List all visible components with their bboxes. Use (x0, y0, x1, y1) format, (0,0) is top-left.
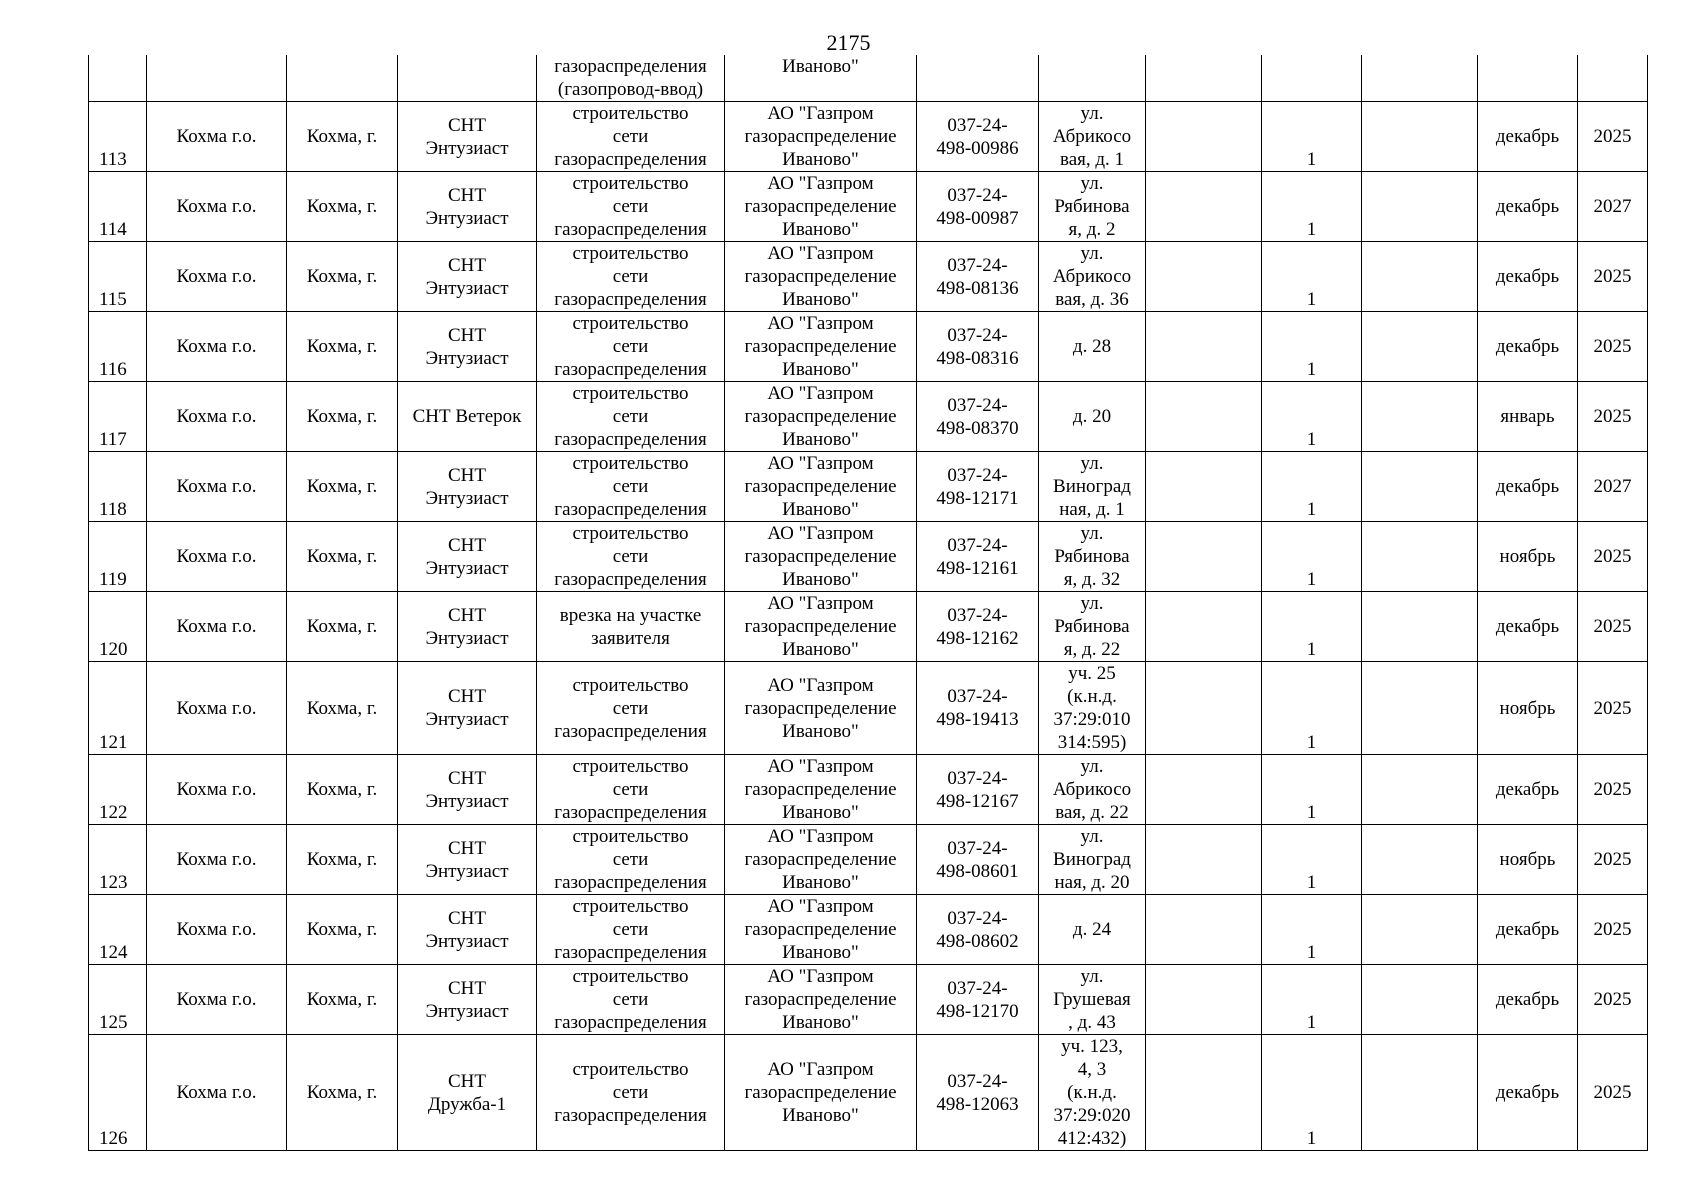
cell-empty-2 (1362, 592, 1478, 662)
cell-month: декабрь (1478, 1035, 1578, 1151)
table-row (89, 825, 1648, 895)
cell-empty-2 (1362, 452, 1478, 522)
cell-address: ул. Рябинова я, д. 22 (1039, 592, 1146, 662)
cell-empty-2 (1362, 172, 1478, 242)
cell-empty-1 (1146, 312, 1262, 382)
cell-address: д. 24 (1039, 895, 1146, 965)
cell-district: Кохма г.о. (147, 382, 287, 452)
cell-year: 2027 (1578, 172, 1648, 242)
cell-empty-1 (1146, 592, 1262, 662)
cell-work: строительство сети газораспределения (537, 172, 725, 242)
page-number: 2175 (826, 30, 871, 55)
cell-year: 2025 (1578, 755, 1648, 825)
cell-code: 037-24- 498-12161 (917, 522, 1039, 592)
cell-org: Иваново" (725, 55, 917, 102)
cell-year: 2025 (1578, 662, 1648, 755)
cell-month: декабрь (1478, 312, 1578, 382)
cell-empty-1 (1146, 172, 1262, 242)
cell-snt: СНТ Энтузиаст (398, 242, 537, 312)
cell-org: АО "Газпром газораспределение Иваново" (725, 965, 917, 1035)
cell-org: АО "Газпром газораспределение Иваново" (725, 662, 917, 755)
cell-address (1039, 55, 1146, 102)
cell-empty-2 (1362, 662, 1478, 755)
cell-num: 125 (89, 965, 147, 1035)
cell-month: декабрь (1478, 895, 1578, 965)
cell-org: АО "Газпром газораспределение Иваново" (725, 242, 917, 312)
cell-city: Кохма, г. (287, 172, 398, 242)
cell-city: Кохма, г. (287, 242, 398, 312)
cell-code: 037-24- 498-12167 (917, 755, 1039, 825)
cell-address: ул. Рябинова я, д. 32 (1039, 522, 1146, 592)
cell-work: строительство сети газораспределения (537, 1035, 725, 1151)
cell-qty: 1 (1262, 1035, 1362, 1151)
cell-empty-2 (1362, 965, 1478, 1035)
table-row (89, 1035, 1648, 1151)
cell-empty-2 (1362, 242, 1478, 312)
cell-district: Кохма г.о. (147, 1035, 287, 1151)
cell-qty: 1 (1262, 662, 1362, 755)
cell-qty: 1 (1262, 825, 1362, 895)
cell-qty: 1 (1262, 452, 1362, 522)
table-body (89, 55, 1648, 1151)
cell-snt: СНТ Дружба-1 (398, 1035, 537, 1151)
table-row (89, 102, 1648, 172)
cell-empty-1 (1146, 55, 1262, 102)
cell-district: Кохма г.о. (147, 172, 287, 242)
cell-empty-1 (1146, 382, 1262, 452)
cell-city: Кохма, г. (287, 825, 398, 895)
cell-address: д. 20 (1039, 382, 1146, 452)
cell-work: газораспределения (газопровод-ввод) (537, 55, 725, 102)
cell-empty-2 (1362, 312, 1478, 382)
cell-org: АО "Газпром газораспределение Иваново" (725, 102, 917, 172)
cell-year: 2025 (1578, 242, 1648, 312)
cell-city: Кохма, г. (287, 592, 398, 662)
cell-address: д. 28 (1039, 312, 1146, 382)
cell-work: строительство сети газораспределения (537, 382, 725, 452)
cell-work: строительство сети газораспределения (537, 522, 725, 592)
cell-num: 124 (89, 895, 147, 965)
cell-code: 037-24- 498-12162 (917, 592, 1039, 662)
cell-address: ул. Грушевая , д. 43 (1039, 965, 1146, 1035)
table-row (89, 452, 1648, 522)
cell-district: Кохма г.о. (147, 965, 287, 1035)
cell-address: ул. Виноград ная, д. 20 (1039, 825, 1146, 895)
cell-org: АО "Газпром газораспределение Иваново" (725, 172, 917, 242)
table-row (89, 382, 1648, 452)
cell-num: 123 (89, 825, 147, 895)
cell-month: декабрь (1478, 592, 1578, 662)
cell-city: Кохма, г. (287, 662, 398, 755)
cell-code: 037-24- 498-08370 (917, 382, 1039, 452)
cell-snt: СНТ Энтузиаст (398, 592, 537, 662)
cell-num: 115 (89, 242, 147, 312)
cell-snt: СНТ Энтузиаст (398, 522, 537, 592)
cell-snt: СНТ Энтузиаст (398, 662, 537, 755)
cell-district: Кохма г.о. (147, 102, 287, 172)
cell-work: строительство сети газораспределения (537, 242, 725, 312)
cell-code: 037-24- 498-08316 (917, 312, 1039, 382)
cell-district: Кохма г.о. (147, 522, 287, 592)
cell-code: 037-24- 498-12063 (917, 1035, 1039, 1151)
cell-code: 037-24- 498-00986 (917, 102, 1039, 172)
cell-org: АО "Газпром газораспределение Иваново" (725, 522, 917, 592)
cell-qty: 1 (1262, 102, 1362, 172)
cell-num: 118 (89, 452, 147, 522)
cell-empty-2 (1362, 825, 1478, 895)
cell-num: 126 (89, 1035, 147, 1151)
cell-district: Кохма г.о. (147, 895, 287, 965)
cell-address: ул. Абрикосо вая, д. 1 (1039, 102, 1146, 172)
cell-work: строительство сети газораспределения (537, 755, 725, 825)
cell-num: 119 (89, 522, 147, 592)
cell-district: Кохма г.о. (147, 592, 287, 662)
cell-city: Кохма, г. (287, 1035, 398, 1151)
cell-month: декабрь (1478, 242, 1578, 312)
cell-work: строительство сети газораспределения (537, 825, 725, 895)
cell-year: 2025 (1578, 592, 1648, 662)
cell-empty-1 (1146, 755, 1262, 825)
cell-address: ул. Абрикосо вая, д. 22 (1039, 755, 1146, 825)
table-row (89, 755, 1648, 825)
cell-address: ул. Рябинова я, д. 2 (1039, 172, 1146, 242)
cell-month: январь (1478, 382, 1578, 452)
cell-qty: 1 (1262, 592, 1362, 662)
cell-work: врезка на участке заявителя (537, 592, 725, 662)
cell-district: Кохма г.о. (147, 825, 287, 895)
cell-district: Кохма г.о. (147, 755, 287, 825)
cell-address: ул. Абрикосо вая, д. 36 (1039, 242, 1146, 312)
cell-empty-1 (1146, 825, 1262, 895)
cell-work: строительство сети газораспределения (537, 452, 725, 522)
cell-year (1578, 55, 1648, 102)
cell-snt: СНТ Энтузиаст (398, 172, 537, 242)
cell-work: строительство сети газораспределения (537, 662, 725, 755)
cell-qty: 1 (1262, 965, 1362, 1035)
cell-month: декабрь (1478, 102, 1578, 172)
cell-code: 037-24- 498-00987 (917, 172, 1039, 242)
cell-empty-2 (1362, 522, 1478, 592)
cell-year: 2025 (1578, 825, 1648, 895)
cell-address: уч. 123, 4, 3 (к.н.д. 37:29:020 412:432) (1039, 1035, 1146, 1151)
cell-month (1478, 55, 1578, 102)
cell-city: Кохма, г. (287, 452, 398, 522)
cell-qty: 1 (1262, 755, 1362, 825)
cell-num (89, 55, 147, 102)
cell-code: 037-24- 498-08602 (917, 895, 1039, 965)
cell-num: 113 (89, 102, 147, 172)
cell-snt: СНТ Энтузиаст (398, 825, 537, 895)
cell-work: строительство сети газораспределения (537, 312, 725, 382)
cell-org: АО "Газпром газораспределение Иваново" (725, 755, 917, 825)
cell-month: ноябрь (1478, 522, 1578, 592)
cell-year: 2025 (1578, 895, 1648, 965)
cell-district (147, 55, 287, 102)
cell-month: декабрь (1478, 755, 1578, 825)
cell-empty-2 (1362, 1035, 1478, 1151)
cell-num: 114 (89, 172, 147, 242)
cell-month: декабрь (1478, 965, 1578, 1035)
cell-org: АО "Газпром газораспределение Иваново" (725, 895, 917, 965)
cell-snt: СНТ Ветерок (398, 382, 537, 452)
cell-month: ноябрь (1478, 825, 1578, 895)
cell-qty: 1 (1262, 522, 1362, 592)
cell-code: 037-24- 498-08601 (917, 825, 1039, 895)
table-row (89, 172, 1648, 242)
cell-snt: СНТ Энтузиаст (398, 965, 537, 1035)
cell-empty-2 (1362, 382, 1478, 452)
cell-org: АО "Газпром газораспределение Иваново" (725, 592, 917, 662)
cell-qty: 1 (1262, 242, 1362, 312)
cell-address: ул. Виноград ная, д. 1 (1039, 452, 1146, 522)
table-row (89, 662, 1648, 755)
cell-num: 116 (89, 312, 147, 382)
table-row (89, 965, 1648, 1035)
cell-year: 2025 (1578, 382, 1648, 452)
cell-qty (1262, 55, 1362, 102)
table-row (89, 312, 1648, 382)
cell-address: уч. 25 (к.н.д. 37:29:010 314:595) (1039, 662, 1146, 755)
cell-code (917, 55, 1039, 102)
cell-snt: СНТ Энтузиаст (398, 895, 537, 965)
cell-city: Кохма, г. (287, 522, 398, 592)
cell-work: строительство сети газораспределения (537, 895, 725, 965)
cell-city: Кохма, г. (287, 102, 398, 172)
cell-district: Кохма г.о. (147, 312, 287, 382)
table-row (89, 242, 1648, 312)
cell-year: 2025 (1578, 522, 1648, 592)
cell-org: АО "Газпром газораспределение Иваново" (725, 1035, 917, 1151)
cell-empty-1 (1146, 452, 1262, 522)
cell-snt: СНТ Энтузиаст (398, 102, 537, 172)
cell-num: 122 (89, 755, 147, 825)
cell-city: Кохма, г. (287, 895, 398, 965)
table-row (89, 522, 1648, 592)
cell-district: Кохма г.о. (147, 452, 287, 522)
cell-empty-1 (1146, 662, 1262, 755)
table-row (89, 592, 1648, 662)
cell-month: ноябрь (1478, 662, 1578, 755)
cell-org: АО "Газпром газораспределение Иваново" (725, 382, 917, 452)
cell-empty-1 (1146, 242, 1262, 312)
cell-empty-1 (1146, 102, 1262, 172)
cell-work: строительство сети газораспределения (537, 965, 725, 1035)
cell-org: АО "Газпром газораспределение Иваново" (725, 452, 917, 522)
continuation-row (89, 55, 1648, 102)
cell-qty: 1 (1262, 172, 1362, 242)
cell-empty-1 (1146, 965, 1262, 1035)
cell-empty-1 (1146, 1035, 1262, 1151)
cell-num: 120 (89, 592, 147, 662)
cell-empty-1 (1146, 522, 1262, 592)
cell-org: АО "Газпром газораспределение Иваново" (725, 825, 917, 895)
cell-empty-2 (1362, 755, 1478, 825)
cell-num: 121 (89, 662, 147, 755)
cell-year: 2027 (1578, 452, 1648, 522)
cell-city: Кохма, г. (287, 755, 398, 825)
cell-city: Кохма, г. (287, 382, 398, 452)
cell-empty-2 (1362, 895, 1478, 965)
cell-month: декабрь (1478, 172, 1578, 242)
cell-code: 037-24- 498-12171 (917, 452, 1039, 522)
cell-empty-1 (1146, 895, 1262, 965)
cell-empty-2 (1362, 55, 1478, 102)
cell-district: Кохма г.о. (147, 662, 287, 755)
cell-empty-2 (1362, 102, 1478, 172)
cell-city (287, 55, 398, 102)
cell-snt: СНТ Энтузиаст (398, 312, 537, 382)
cell-code: 037-24- 498-19413 (917, 662, 1039, 755)
cell-year: 2025 (1578, 102, 1648, 172)
cell-qty: 1 (1262, 382, 1362, 452)
cell-org: АО "Газпром газораспределение Иваново" (725, 312, 917, 382)
cell-snt: СНТ Энтузиаст (398, 755, 537, 825)
cell-code: 037-24- 498-12170 (917, 965, 1039, 1035)
cell-work: строительство сети газораспределения (537, 102, 725, 172)
cell-city: Кохма, г. (287, 965, 398, 1035)
cell-num: 117 (89, 382, 147, 452)
cell-snt (398, 55, 537, 102)
cell-snt: СНТ Энтузиаст (398, 452, 537, 522)
cell-year: 2025 (1578, 1035, 1648, 1151)
cell-year: 2025 (1578, 312, 1648, 382)
cell-year: 2025 (1578, 965, 1648, 1035)
table-row (89, 895, 1648, 965)
cell-month: декабрь (1478, 452, 1578, 522)
cell-district: Кохма г.о. (147, 242, 287, 312)
cell-qty: 1 (1262, 312, 1362, 382)
cell-city: Кохма, г. (287, 312, 398, 382)
cell-qty: 1 (1262, 895, 1362, 965)
cell-code: 037-24- 498-08136 (917, 242, 1039, 312)
connections-table (88, 55, 1648, 1151)
